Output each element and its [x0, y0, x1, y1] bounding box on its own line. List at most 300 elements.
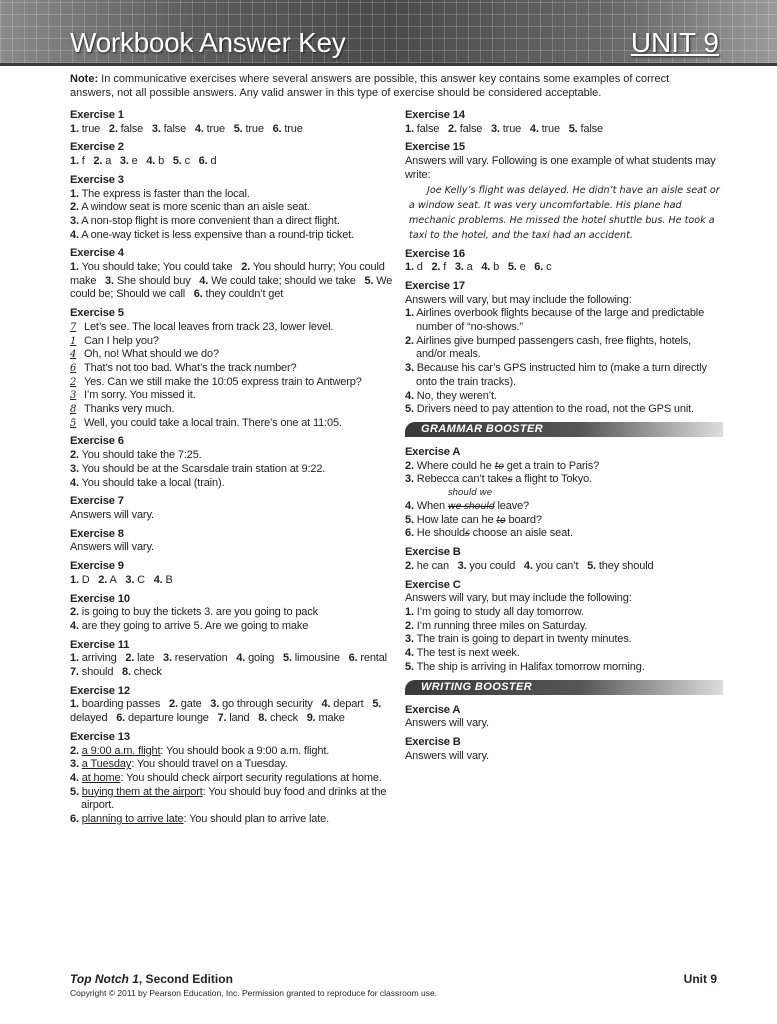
list-item	[70, 229, 396, 243]
item-answer: delayed	[70, 712, 108, 725]
list-item	[70, 389, 396, 403]
exercise	[405, 736, 723, 763]
list-item	[70, 758, 396, 772]
exercise	[405, 141, 723, 242]
item-answer: d	[416, 261, 423, 274]
list-item	[70, 348, 396, 362]
item-answer: Airlines give bumped passengers cash, free flights, hotels, and/or meals.	[416, 334, 692, 361]
exercise-text: Answers will vary. Following is one example of what students may write:	[405, 155, 716, 181]
note-text: In communicative exercises where several answers are possible, this answer key contains some examples of correct answers, not all possible answers. Any valid answer in this type of exercise should be considered acceptable.	[70, 73, 670, 99]
item-answer: I’m going to study all day tomorrow.	[416, 605, 584, 618]
item-number: 6.	[348, 652, 358, 665]
item-answer: Thanks very much.	[84, 403, 175, 416]
item-answer: late	[137, 652, 155, 665]
item-answer: gate	[180, 698, 202, 711]
item-answer: true	[81, 122, 101, 135]
item-number: 3.	[70, 758, 79, 771]
item-number: 4.	[199, 274, 209, 287]
exercise	[405, 546, 723, 573]
exercise-title: Exercise 11	[70, 638, 130, 651]
item-answer: You should be at the Scarsdale train station at 9:22.	[81, 462, 326, 475]
exercise-title: Exercise 16	[405, 247, 465, 260]
struck-text: we should	[447, 501, 495, 513]
list-item	[405, 633, 723, 647]
exercise-title: Exercise 4	[70, 247, 124, 260]
item-answer: false	[120, 122, 144, 135]
exercise	[405, 109, 723, 136]
item-answer: C	[137, 573, 145, 586]
note	[70, 72, 715, 100]
item-number: 3.	[125, 573, 135, 586]
list-item	[405, 620, 723, 634]
exercise-title: Exercise B	[405, 546, 461, 559]
answer-line	[70, 652, 396, 679]
footer-unit: Unit 9	[683, 972, 717, 986]
item-answer: going	[248, 652, 275, 665]
item-answer: e	[131, 155, 138, 168]
item-number: 5.	[405, 660, 414, 673]
item-number: 4.	[405, 389, 414, 402]
item-number: 3.	[70, 214, 79, 227]
item-answer: We could be; Should we call	[70, 274, 393, 301]
item-number: 4.	[146, 155, 156, 168]
correction-text: should we	[447, 488, 493, 499]
item-answer: are they going to arrive 5. Are we going to make	[81, 619, 309, 632]
list-item	[405, 514, 723, 528]
item-answer: A window seat is more scenic than an aisle seat.	[81, 201, 310, 214]
item-number: 3.	[163, 652, 172, 665]
item-answer: The ship is arriving in Halifax tomorrow morning.	[416, 660, 645, 673]
item-number: 1.	[70, 652, 79, 665]
item-answer: a	[105, 155, 112, 168]
exercise-title: Exercise A	[405, 445, 461, 458]
exercise	[70, 247, 396, 302]
item-number: 1.	[405, 605, 414, 618]
exercise-title: Exercise 17	[405, 279, 465, 292]
item-answer: : You should check airport security regulations at home.	[120, 771, 382, 784]
exercise	[70, 109, 396, 136]
list-item	[70, 477, 396, 491]
note-label: Note:	[70, 73, 99, 85]
item-number: 4.	[194, 122, 204, 135]
item-answer: false	[416, 122, 440, 135]
item-number: 6.	[116, 712, 126, 725]
item-answer: arriving	[81, 652, 117, 665]
item-answer: Can I help you?	[84, 334, 159, 347]
item-number: 3.	[405, 362, 414, 375]
list-item	[405, 403, 723, 417]
item-number: 1.	[70, 155, 79, 168]
exercise-title: Exercise B	[405, 735, 461, 748]
footer-copyright: Copyright © 2011 by Pearson Education, Inc. Permission granted to reproduce for classroom use.	[70, 988, 438, 998]
item-answer: The express is faster than the local.	[81, 187, 250, 200]
exercise-title: Exercise 1	[70, 109, 124, 121]
list-item	[70, 376, 396, 390]
item-number: 5.	[372, 698, 382, 711]
list-item	[405, 647, 723, 661]
item-number: 4.	[70, 771, 79, 784]
item-answer: c	[546, 261, 552, 274]
exercise-title: Exercise 15	[405, 141, 465, 154]
item-answer: make	[318, 712, 345, 725]
item-answer: I’m sorry. You missed it.	[84, 389, 196, 402]
right-column	[405, 109, 723, 768]
item-text: Where could he	[416, 459, 495, 472]
item-number: 2.	[70, 201, 79, 214]
item-number: 2.	[108, 122, 118, 135]
item-answer: b	[158, 155, 165, 168]
item-number: 1.	[405, 307, 414, 320]
item-number: 3.	[491, 122, 500, 135]
item-answer: You should take the 7:25.	[81, 449, 202, 462]
item-number: 5.	[70, 785, 79, 798]
footer-book	[70, 972, 233, 986]
answer-line	[70, 698, 396, 725]
item-answer: check	[269, 712, 298, 725]
item-number: 6.	[193, 288, 203, 301]
item-number: 2.	[405, 334, 414, 347]
exercise-title: Exercise 6	[70, 435, 124, 448]
item-answer: A	[109, 573, 117, 586]
exercise-title: Exercise C	[405, 578, 461, 591]
item-answer: : You should book a 9:00 a.m. flight.	[160, 744, 330, 757]
item-answer: false	[580, 122, 603, 135]
item-answer: true	[502, 122, 522, 135]
item-answer: departure lounge	[127, 712, 209, 725]
list-item	[405, 606, 723, 620]
item-text: leave?	[494, 500, 530, 513]
item-answer: You should take; You could take	[81, 261, 233, 274]
item-text: choose an aisle seat.	[469, 527, 573, 540]
item-answer: : You should travel on a Tuesday.	[131, 758, 288, 771]
exercise-title: Exercise 2	[70, 141, 124, 154]
item-answer: you could	[469, 559, 516, 572]
list-item	[405, 390, 723, 404]
list-item	[70, 215, 396, 229]
item-number: 4.	[405, 500, 414, 513]
underlined-phrase: at home	[81, 771, 121, 784]
item-number: 3.	[405, 633, 414, 646]
item-answer: A non-stop flight is more convenient than a direct flight.	[81, 214, 340, 227]
item-answer: You should take a local (train).	[81, 476, 225, 489]
item-number: 4.	[481, 261, 491, 274]
answer-line	[405, 560, 723, 574]
exercise-text: Answers will vary, but may include the following:	[405, 293, 632, 306]
handwritten-answer: Joe Kelly’s flight was delayed. He didn’t have an aisle seat or a window seat. It was very uncomfortable. His plane had mechanic problems. He missed the hotel shuttle bus. He took a taxi to the hotel, and the taxi had an accident.	[409, 184, 720, 241]
item-answer: b	[493, 261, 500, 274]
struck-text: to	[496, 514, 506, 526]
item-number: 9.	[306, 712, 316, 725]
exercise	[70, 141, 396, 168]
item-number: 3.	[105, 274, 114, 287]
item-number: 1.	[70, 122, 79, 135]
book-title: Top Notch 1	[70, 972, 139, 986]
item-number: 3.	[70, 462, 79, 475]
list-item	[405, 488, 723, 514]
item-number: 2.	[70, 744, 79, 757]
item-number: 2.	[448, 122, 457, 135]
item-number: 1.	[70, 261, 79, 274]
exercise-title: Exercise A	[405, 703, 461, 716]
item-number: 8.	[258, 712, 268, 725]
item-number: 4.	[70, 619, 79, 632]
exercise	[70, 731, 396, 827]
exercise-title: Exercise 12	[70, 684, 130, 697]
item-number: 6.	[70, 813, 79, 826]
item-answer: Let’s see. The local leaves from track 23, lower level.	[84, 320, 334, 333]
item-answer: true	[284, 122, 303, 135]
item-answer: That’s not too bad. What’s the track number?	[84, 361, 297, 374]
item-answer: rental	[360, 652, 387, 665]
item-answer: f	[443, 261, 447, 274]
answer-line	[405, 123, 723, 137]
item-number: 2.	[70, 449, 79, 462]
item-answer: : You should buy food and drinks at the airport.	[81, 785, 387, 812]
item-answer: No, they weren’t.	[416, 389, 497, 402]
list-item	[70, 606, 396, 620]
exercise	[70, 435, 396, 490]
list-item	[405, 307, 723, 334]
item-number: 3.	[151, 122, 161, 135]
exercise	[405, 280, 723, 417]
order-number: 8	[70, 404, 77, 416]
exercise	[70, 593, 396, 634]
list-item	[70, 362, 396, 376]
exercise-title: Exercise 14	[405, 109, 465, 121]
item-answer: he can	[416, 559, 449, 572]
list-item	[70, 786, 396, 813]
item-number: 3.	[119, 155, 129, 168]
item-answer: reservation	[174, 652, 228, 665]
struck-text: s	[464, 528, 470, 540]
item-answer: limousine	[294, 652, 340, 665]
item-answer: Oh, no! What should we do?	[84, 348, 219, 361]
item-number: 3.	[405, 473, 414, 486]
item-number: 2.	[405, 459, 414, 472]
item-answer: The train is going to depart in twenty minutes.	[416, 633, 632, 646]
item-number: 1.	[405, 261, 414, 274]
list-item	[405, 335, 723, 362]
unit-label: UNIT 9	[630, 27, 719, 58]
section-banner: GRAMMAR BOOSTER	[405, 422, 723, 437]
list-item	[405, 362, 723, 389]
item-number: 5.	[405, 513, 414, 526]
item-answer: should	[81, 666, 114, 679]
exercise	[70, 685, 396, 726]
item-answer: Drivers need to pay attention to the road, not the GPS unit.	[416, 403, 694, 416]
exercise-title: Exercise 5	[70, 307, 124, 320]
item-answer: You should hurry; You could make	[70, 261, 385, 287]
item-answer: Yes. Can we still make the 10:05 express train to Antwerp?	[84, 375, 362, 388]
item-number: 2.	[70, 606, 79, 619]
item-answer: they couldn’t get	[205, 288, 284, 301]
item-answer: true	[245, 122, 264, 135]
item-number: 7.	[70, 666, 79, 679]
item-text: Rebecca can’t take	[416, 473, 508, 486]
page-header	[0, 0, 777, 66]
exercise	[70, 174, 396, 243]
item-number: 2.	[405, 619, 414, 632]
list-item	[70, 449, 396, 463]
item-answer: true	[206, 122, 225, 135]
item-number: 2.	[125, 652, 135, 665]
order-number: 4	[70, 349, 77, 361]
item-answer: land	[229, 712, 250, 725]
item-answer: check	[133, 666, 162, 679]
item-answer: e	[519, 261, 526, 274]
item-number: 2.	[431, 261, 441, 274]
list-item	[70, 321, 396, 335]
item-answer: false	[459, 122, 483, 135]
item-answer: is going to buy the tickets 3. are you going to pack	[81, 606, 318, 619]
item-number: 5.	[233, 122, 243, 135]
exercise-text: Answers will vary, but may include the following:	[405, 592, 632, 605]
item-number: 3.	[454, 261, 464, 274]
item-number: 6.	[405, 527, 414, 540]
item-number: 4.	[153, 573, 163, 586]
list-item	[70, 188, 396, 202]
item-number: 8.	[122, 666, 131, 679]
item-answer: We could take; should we take	[211, 274, 356, 287]
list-item	[405, 460, 723, 474]
item-text: When	[416, 500, 448, 513]
item-text: board?	[505, 513, 542, 526]
answer-line	[405, 261, 723, 275]
item-answer: Well, you could take a local train. There’s one at 11:05.	[84, 416, 342, 429]
item-number: 6.	[272, 122, 282, 135]
item-number: 2.	[405, 559, 414, 572]
struck-text: s	[507, 474, 513, 486]
item-number: 1.	[405, 122, 414, 135]
item-number: 3.	[457, 559, 467, 572]
item-answer: c	[184, 155, 190, 168]
item-answer: She should buy	[116, 274, 191, 287]
item-answer: The test is next week.	[416, 647, 520, 660]
item-text: He should	[416, 527, 465, 540]
answer-line	[70, 123, 396, 137]
order-number: 7	[70, 321, 77, 333]
item-number: 4.	[405, 647, 414, 660]
item-answer: d	[210, 155, 217, 168]
item-number: 5.	[587, 559, 596, 572]
item-answer: false	[163, 122, 187, 135]
item-number: 1.	[70, 698, 79, 711]
item-answer: you can’t	[535, 559, 579, 572]
item-number: 2.	[98, 573, 108, 586]
item-number: 7.	[217, 712, 227, 725]
list-item	[70, 417, 396, 431]
exercise	[70, 495, 396, 522]
item-number: 4.	[523, 559, 533, 572]
exercise	[405, 704, 723, 731]
item-number: 4.	[70, 228, 79, 241]
exercise	[405, 579, 723, 675]
item-number: 5.	[405, 403, 414, 416]
item-number: 5.	[364, 274, 374, 287]
underlined-phrase: buying them at the airport	[81, 785, 203, 798]
answer-line	[70, 574, 396, 588]
order-number: 2	[70, 376, 77, 388]
item-answer: boarding passes	[81, 698, 161, 711]
exercise	[70, 560, 396, 587]
item-number: 4.	[70, 476, 79, 489]
item-number: 2.	[241, 261, 251, 274]
exercise-text: Answers will vary.	[70, 508, 154, 521]
item-number: 4.	[321, 698, 331, 711]
list-item	[405, 473, 723, 487]
item-answer: Airlines overbook flights because of the large and predictable number of “no-shows.”	[416, 307, 705, 334]
exercise	[70, 639, 396, 680]
item-number: 5.	[568, 122, 578, 135]
item-number: 2.	[168, 698, 178, 711]
item-number: 2.	[93, 155, 103, 168]
list-item	[70, 403, 396, 417]
order-number: 3	[70, 390, 77, 402]
order-number: 1	[70, 335, 77, 347]
item-answer: A one-way ticket is less expensive than a round-trip ticket.	[81, 228, 355, 241]
page-title: Workbook Answer Key	[70, 27, 346, 58]
item-number: 5.	[172, 155, 182, 168]
item-number: 5.	[282, 652, 292, 665]
exercise-title: Exercise 9	[70, 560, 124, 573]
list-item	[70, 772, 396, 786]
left-column	[70, 109, 396, 832]
list-item	[405, 527, 723, 541]
list-item	[405, 661, 723, 675]
item-answer: f	[81, 155, 85, 168]
underlined-phrase: a Tuesday	[81, 758, 132, 771]
correction	[447, 488, 495, 514]
exercise	[70, 528, 396, 555]
item-number: 4.	[236, 652, 246, 665]
exercise-title: Exercise 10	[70, 592, 130, 605]
exercise-text: Answers will vary.	[405, 717, 489, 730]
underlined-phrase: a 9:00 a.m. flight	[81, 744, 161, 757]
exercise-title: Exercise 7	[70, 495, 124, 508]
item-answer: D	[81, 573, 90, 586]
exercise-title: Exercise 3	[70, 173, 124, 186]
item-answer: true	[541, 122, 560, 135]
item-answer: I’m running three miles on Saturday.	[416, 619, 588, 632]
exercise	[70, 307, 396, 430]
item-number: 5.	[507, 261, 517, 274]
item-answer: B	[165, 573, 173, 586]
underlined-phrase: planning to arrive late	[81, 813, 184, 826]
item-answer: go through security	[222, 698, 313, 711]
list-item	[70, 745, 396, 759]
book-edition: , Second Edition	[138, 972, 233, 986]
exercise-text: Answers will vary.	[405, 749, 489, 762]
exercise-title: Exercise 8	[70, 527, 124, 540]
exercise	[405, 446, 723, 541]
order-number: 6	[70, 362, 77, 374]
item-number: 3.	[210, 698, 220, 711]
answer-line	[70, 155, 396, 169]
list-item	[70, 201, 396, 215]
exercise	[405, 248, 723, 275]
exercise-text: Answers will vary.	[70, 541, 154, 554]
item-answer: Because his car’s GPS instructed him to (make a turn directly onto the train tracks).	[416, 362, 707, 388]
exercise-title: Exercise 13	[70, 730, 130, 743]
item-number: 1.	[70, 573, 79, 586]
order-number: 5	[70, 417, 77, 429]
item-answer: depart	[333, 698, 364, 711]
struck-text: to	[494, 460, 504, 472]
item-number: 6.	[534, 261, 544, 274]
list-item	[70, 813, 396, 827]
item-number: 1.	[70, 187, 79, 200]
list-item	[70, 335, 396, 349]
